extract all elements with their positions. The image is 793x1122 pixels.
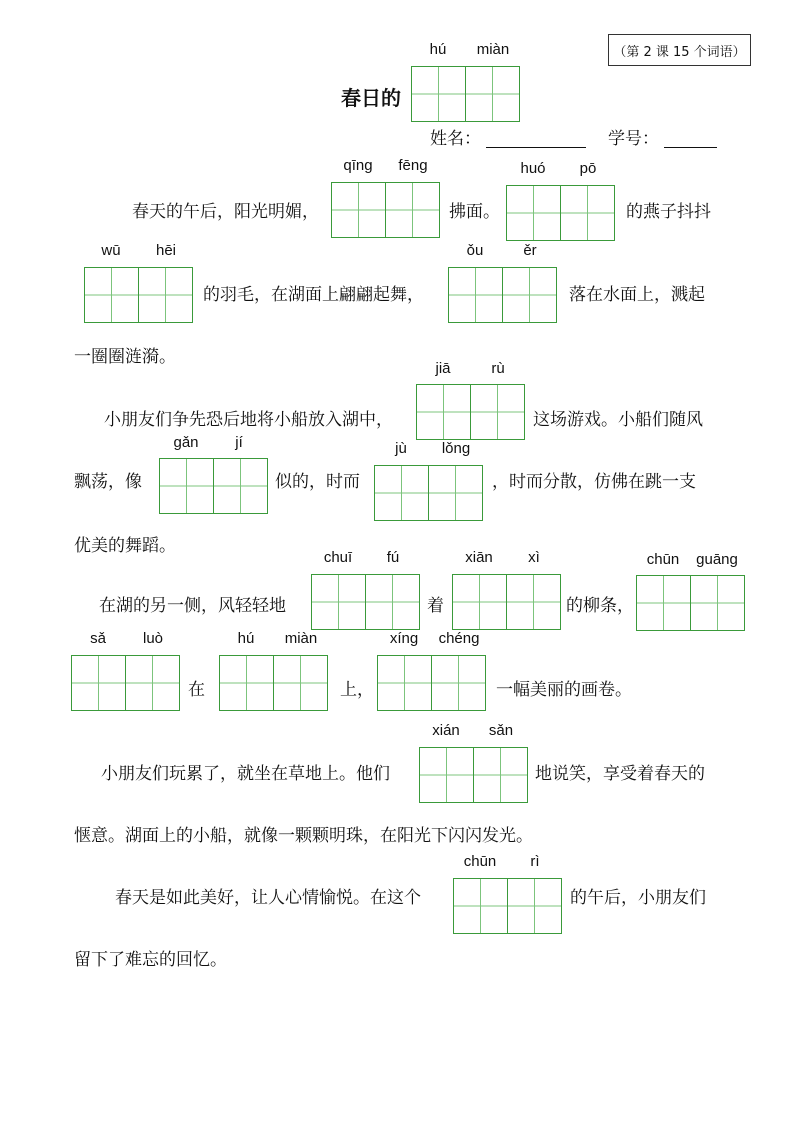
paragraph-text: 飘荡，像 (74, 472, 142, 492)
pinyin: miàn (476, 41, 510, 58)
pinyin: rì (530, 853, 540, 870)
writing-cell[interactable] (466, 66, 520, 122)
title-writing-grid[interactable] (411, 66, 520, 122)
writing-cell[interactable] (432, 655, 486, 711)
writing-cell[interactable] (448, 267, 503, 323)
pinyin: huó (520, 160, 546, 177)
pinyin: sǎ (90, 630, 106, 647)
paragraph-text: 的羽毛，在湖面上翩翩起舞， (203, 285, 424, 305)
paragraph-text: 的午后，小朋友们 (570, 888, 706, 908)
writing-cell[interactable] (139, 267, 193, 323)
paragraph-text: 一圈圈涟漪。 (74, 347, 176, 367)
lesson-badge: （第 2 课 15 个词语） (608, 34, 751, 66)
pinyin: gǎn (173, 434, 199, 451)
writing-cell[interactable] (159, 458, 214, 514)
writing-grid[interactable] (636, 575, 745, 631)
paragraph-text: 一幅美丽的画卷。 (496, 680, 632, 700)
pinyin: chūn (463, 853, 497, 870)
writing-cell[interactable] (636, 575, 691, 631)
paragraph-text: 在湖的另一侧，风轻轻地 (99, 596, 286, 616)
pinyin: rù (491, 360, 505, 377)
writing-cell[interactable] (311, 574, 366, 630)
writing-cell[interactable] (691, 575, 745, 631)
writing-cell[interactable] (453, 878, 508, 934)
pinyin: chuī (323, 549, 353, 566)
writing-cell[interactable] (507, 574, 561, 630)
paragraph-text: 春天的午后，阳光明媚， (132, 202, 319, 222)
writing-grid[interactable] (452, 574, 561, 630)
paragraph-text: 春天是如此美好，让人心情愉悦。在这个 (115, 888, 421, 908)
pinyin: chéng (438, 630, 480, 647)
paragraph-text: ，时而分散，仿佛在跳一支 (492, 472, 696, 492)
paragraph-text: 这场游戏。小船们随风 (533, 410, 703, 430)
paragraph-text: 小朋友们争先恐后地将小船放入湖中， (104, 410, 393, 430)
paragraph-text: 惬意。湖面上的小船，就像一颗颗明珠，在阳光下闪闪发光。 (74, 826, 533, 846)
pinyin: wū (101, 242, 121, 259)
pinyin: hú (429, 41, 447, 58)
pinyin: fú (386, 549, 400, 566)
pinyin: xián (432, 722, 460, 739)
pinyin: xiān (465, 549, 493, 566)
writing-grid[interactable] (374, 465, 483, 521)
writing-cell[interactable] (219, 655, 274, 711)
writing-cell[interactable] (386, 182, 440, 238)
paragraph-text: 上， (340, 680, 374, 700)
writing-cell[interactable] (374, 465, 429, 521)
writing-grid[interactable] (159, 458, 268, 514)
writing-cell[interactable] (377, 655, 432, 711)
paragraph-text: 的柳条， (566, 596, 634, 616)
writing-cell[interactable] (561, 185, 615, 241)
writing-grid[interactable] (331, 182, 440, 238)
pinyin: pō (579, 160, 597, 177)
pinyin: jiā (435, 360, 451, 377)
writing-grid[interactable] (377, 655, 486, 711)
writing-cell[interactable] (508, 878, 562, 934)
paragraph-text: 着 (427, 596, 444, 616)
paragraph-text: 优美的舞蹈。 (74, 536, 176, 556)
pinyin: miàn (284, 630, 318, 647)
pinyin: ěr (523, 242, 537, 259)
pinyin: ǒu (466, 242, 484, 259)
paragraph-text: 似的，时而 (275, 472, 360, 492)
writing-cell[interactable] (214, 458, 268, 514)
writing-cell[interactable] (416, 384, 471, 440)
writing-cell[interactable] (71, 655, 126, 711)
writing-cell[interactable] (411, 66, 466, 122)
pinyin: fēng (398, 157, 428, 174)
paragraph-text: 的燕子抖抖 (626, 202, 711, 222)
pinyin: xíng (389, 630, 419, 647)
writing-grid[interactable] (416, 384, 525, 440)
writing-grid[interactable] (311, 574, 420, 630)
writing-grid[interactable] (506, 185, 615, 241)
writing-cell[interactable] (429, 465, 483, 521)
pinyin: guāng (696, 551, 738, 568)
pinyin: jù (395, 440, 407, 457)
writing-cell[interactable] (366, 574, 420, 630)
paragraph-text: 小朋友们玩累了，就坐在草地上。他们 (101, 764, 390, 784)
id-label: 学号： (608, 129, 659, 149)
writing-cell[interactable] (126, 655, 180, 711)
pinyin: chūn (646, 551, 680, 568)
writing-cell[interactable] (452, 574, 507, 630)
writing-grid[interactable] (419, 747, 528, 803)
writing-cell[interactable] (506, 185, 561, 241)
paragraph-text: 留下了难忘的回忆。 (74, 950, 227, 970)
name-blank[interactable] (486, 129, 586, 148)
writing-grid[interactable] (453, 878, 562, 934)
page-title: 春日的 (341, 86, 401, 110)
pinyin: xì (528, 549, 540, 566)
id-blank[interactable] (664, 129, 717, 148)
pinyin: sǎn (488, 722, 514, 739)
writing-cell[interactable] (84, 267, 139, 323)
writing-cell[interactable] (331, 182, 386, 238)
writing-grid[interactable] (84, 267, 193, 323)
writing-cell[interactable] (471, 384, 525, 440)
writing-cell[interactable] (503, 267, 557, 323)
pinyin: lǒng (441, 440, 471, 457)
pinyin: qīng (343, 157, 373, 174)
paragraph-text: 在 (188, 680, 205, 700)
pinyin: jí (235, 434, 243, 451)
writing-cell[interactable] (419, 747, 474, 803)
pinyin: hú (237, 630, 255, 647)
writing-grid[interactable] (219, 655, 328, 711)
paragraph-text: 落在水面上，溅起 (569, 285, 705, 305)
paragraph-text: 地说笑，享受着春天的 (535, 764, 705, 784)
writing-grid[interactable] (448, 267, 557, 323)
name-label: 姓名： (430, 129, 481, 149)
writing-grid[interactable] (71, 655, 180, 711)
pinyin: luò (142, 630, 164, 647)
writing-cell[interactable] (274, 655, 328, 711)
paragraph-text: 拂面。 (449, 202, 500, 222)
writing-cell[interactable] (474, 747, 528, 803)
pinyin: hēi (155, 242, 177, 259)
